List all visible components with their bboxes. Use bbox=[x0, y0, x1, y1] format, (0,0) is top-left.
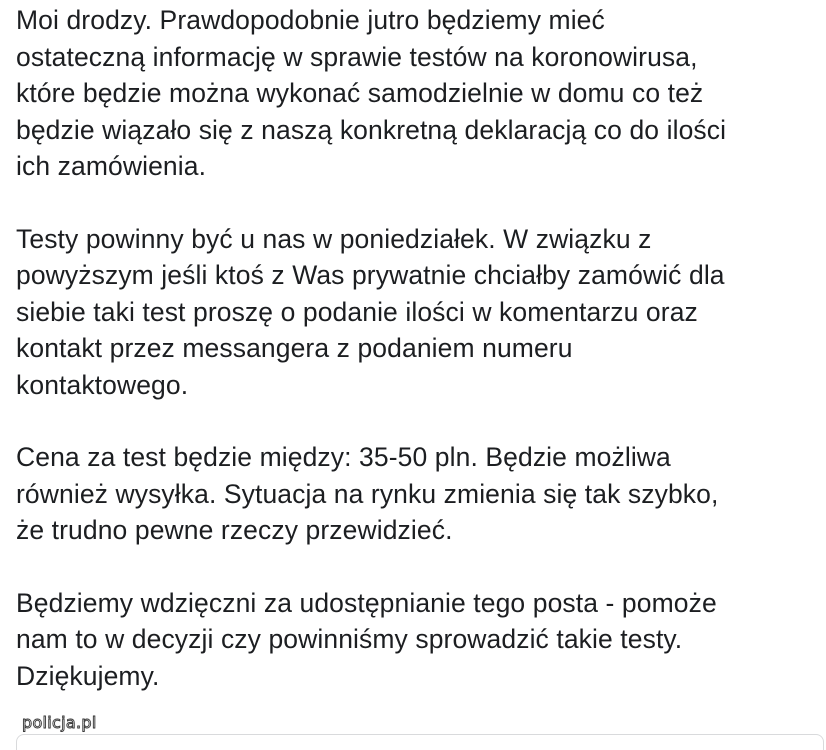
post-paragraph-4: Będziemy wdzięczni za udostępnianie tego posta - pomoże nam to w decyzji czy powinniśmy sprowadzić takie testy. Dziękujemy. bbox=[16, 587, 717, 691]
watermark: policja.pl bbox=[22, 713, 97, 732]
post-paragraph-2: Testy powinny być u nas w poniedziałek. W związku z powyższym jeśli ktoś z Was prywatnie chciałby zamówić dla siebie taki test proszę o podanie ilości w komentarzu oraz kontakt przez messangera z podaniem numeru kontaktowego. bbox=[16, 223, 725, 400]
post-paragraph-1: Moi drodzy. Prawdopodobnie jutro będziemy mieć ostateczną informację w sprawie testów na koronowirusa, które będzie można wykonać samodzielnie w domu co też będzie wiązało się z naszą konkretną deklaracją co do ilości ich zamówienia. bbox=[16, 5, 727, 181]
post-body bbox=[16, 2, 816, 694]
comment-input-box[interactable] bbox=[16, 734, 824, 750]
post-paragraph-3: Cena za test będzie między: 35-50 pln. Będzie możliwa również wysyłka. Sytuacja na rynku zmienia się tak szybko, że trudno pewne rzeczy przewidzieć. bbox=[16, 442, 719, 545]
